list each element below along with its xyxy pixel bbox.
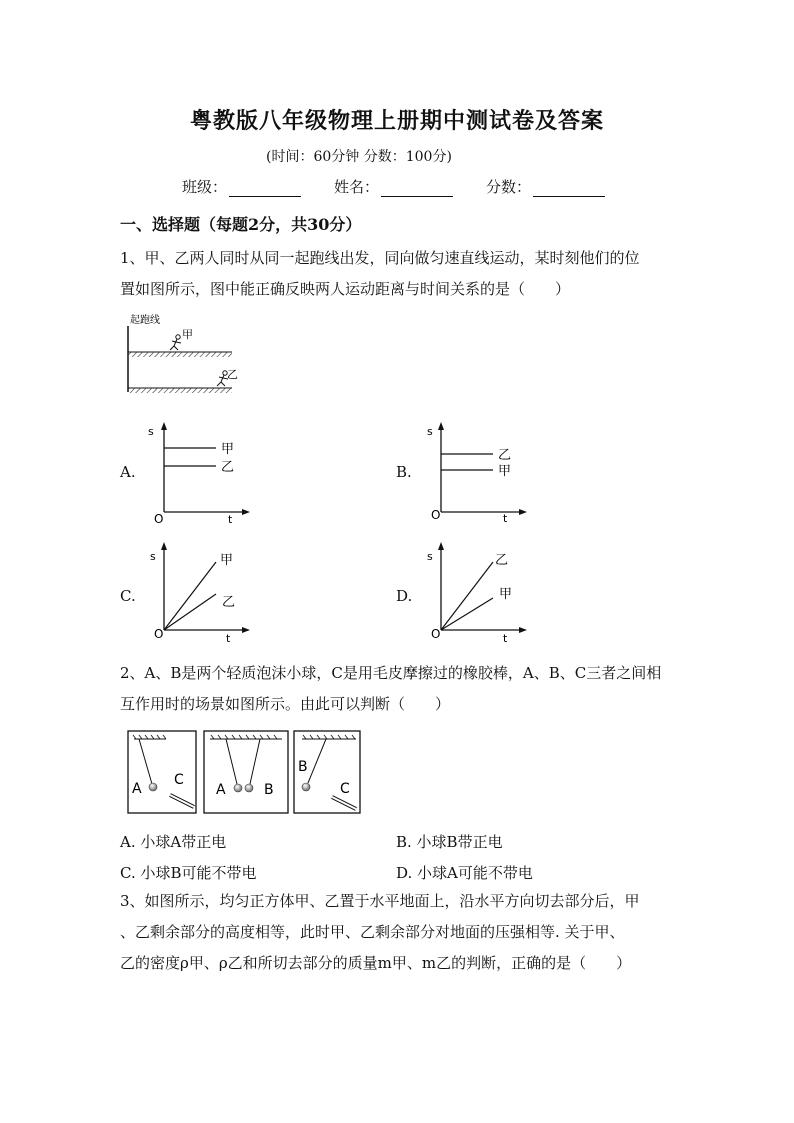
question-1-line-2: 置如图所示，图中能正确反映两人运动距离与时间关系的是（ ） [120, 280, 571, 298]
x-axis-label: t [503, 512, 508, 525]
q2-option-b[interactable]: B. 小球B带正电 [396, 833, 503, 851]
q2-option-c[interactable]: C. 小球B可能不带电 [120, 864, 257, 882]
panel-2 [204, 731, 288, 813]
lane-bottom [128, 388, 232, 393]
graph-option-a[interactable] [144, 420, 254, 525]
question-2-line-1: 2、A、B是两个轻质泡沫小球，C是用毛皮摩擦过的橡胶棒，A、B、C三者之间相 [120, 664, 662, 682]
question-3-line-2: 、乙剩余部分的高度相等，此时甲、乙剩余部分对地面的压强相等. 关于甲、 [120, 923, 625, 941]
origin-label: O [431, 627, 441, 641]
y-axis-label: s [148, 425, 154, 438]
origin-label: O [431, 508, 441, 522]
q2-option-d[interactable]: D. 小球A可能不带电 [396, 864, 533, 882]
rod-c-label: C [174, 772, 184, 788]
ball-a-label: A [132, 781, 142, 797]
class-blank[interactable] [229, 182, 301, 197]
ball-b-label: B [298, 759, 308, 775]
question-3-line-1: 3、如图所示，均匀正方体甲、乙置于水平地面上，沿水平方向切去部分后，甲 [120, 892, 640, 910]
page-title: 粤教版八年级物理上册期中测试卷及答案 [189, 108, 604, 134]
origin-label: O [154, 512, 164, 525]
panel-3 [294, 731, 360, 813]
line-shallow [164, 594, 216, 630]
panel-1 [128, 731, 196, 813]
line-shallow-label: 甲 [499, 587, 513, 602]
section-heading: 一、选择题（每题2分，共30分） [120, 215, 362, 234]
exam-subtitle: (时间：60分钟 分数：100分) [266, 149, 452, 165]
line-top-label: 甲 [221, 442, 235, 457]
y-axis-label: s [150, 550, 156, 563]
line-steep-label: 乙 [495, 553, 509, 568]
graph-option-d[interactable] [421, 540, 531, 645]
line-steep [441, 562, 493, 630]
runner-yi-label: 乙 [227, 368, 238, 381]
name-label: 姓名： [334, 178, 380, 196]
origin-label: O [154, 627, 164, 641]
x-axis-label: t [228, 513, 233, 525]
x-axis-label: t [226, 632, 231, 645]
line-shallow [441, 598, 493, 630]
y-axis-label: s [427, 425, 433, 438]
line-shallow-label: 乙 [222, 595, 236, 610]
line-steep-label: 甲 [220, 553, 234, 568]
score-label: 分数： [486, 178, 532, 196]
question-3-line-3: 乙的密度ρ甲、ρ乙和所切去部分的质量m甲、m乙的判断，正确的是（ ） [120, 954, 632, 972]
y-axis-label: s [427, 550, 433, 563]
charge-figure [126, 729, 364, 817]
lane-divider [128, 352, 232, 357]
start-line-label: 起跑线 [130, 315, 160, 326]
ball-a-label: A [216, 782, 226, 798]
option-b-letter[interactable]: B. [396, 463, 412, 481]
graph-option-c[interactable] [144, 540, 254, 645]
line-bottom-label: 乙 [221, 460, 235, 475]
question-1-line-1: 1、甲、乙两人同时从同一起跑线出发，同向做匀速直线运动，某时刻他们的位 [120, 249, 640, 267]
line-steep [164, 562, 216, 630]
runner-jia-label: 甲 [182, 328, 193, 341]
score-field [486, 176, 605, 197]
track-figure [120, 312, 240, 402]
option-d-letter[interactable]: D. [396, 587, 413, 605]
name-field [334, 176, 453, 197]
rod-c-label: C [340, 781, 350, 797]
x-axis-label: t [503, 632, 508, 645]
question-2-line-2: 互作用时的场景如图所示。由此可以判断（ ） [120, 695, 451, 713]
runner-jia-icon [170, 335, 181, 350]
q2-option-a[interactable]: A. 小球A带正电 [120, 833, 227, 851]
option-a-letter[interactable]: A. [120, 463, 136, 481]
score-blank[interactable] [533, 182, 605, 197]
graph-option-b[interactable] [421, 420, 531, 525]
line-top-label: 乙 [498, 448, 512, 463]
name-blank[interactable] [381, 182, 453, 197]
class-field [182, 176, 301, 197]
class-label: 班级： [182, 178, 228, 196]
ball-b-label: B [264, 782, 274, 798]
line-bottom-label: 甲 [498, 464, 512, 479]
option-c-letter[interactable]: C. [120, 587, 136, 605]
